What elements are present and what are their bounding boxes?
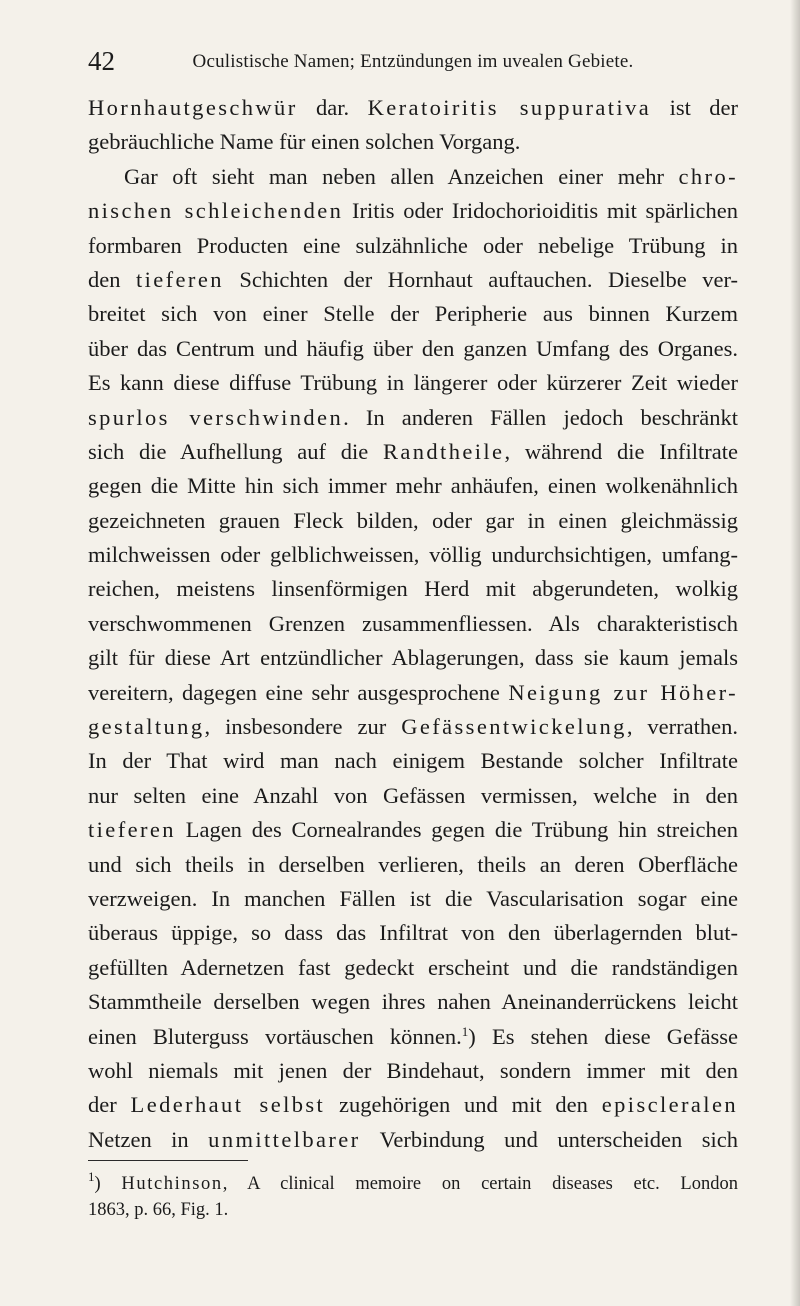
text-line xyxy=(88,1088,738,1122)
spaced-term: spurlos verschwinden xyxy=(88,404,344,430)
text-line: gebräuchliche Name für einen solchen Vorgang. xyxy=(88,129,521,155)
text-run: dar. xyxy=(297,95,368,120)
text-run: , insbesondere zur xyxy=(204,714,402,740)
text-line xyxy=(88,160,738,194)
text-run: zugehörigen und mit den xyxy=(325,1092,602,1118)
page-number: 42 xyxy=(88,46,115,76)
text-line: formbaren Producten eine sulzähnliche oder nebelige Trübung in xyxy=(88,232,738,258)
page-header xyxy=(88,46,738,76)
text-line xyxy=(88,1123,738,1157)
spaced-term: Hornhautgeschwür xyxy=(88,95,298,120)
text-line: gezeichneten grauen Fleck bilden, oder gar in einen gleichmässig xyxy=(88,507,738,533)
text-line: gegen die Mitte hin sich immer mehr anhäufen, einen wolkenähnlich xyxy=(88,473,738,499)
text-line: verschwommenen Grenzen zusammenfliessen. Als charakteristisch xyxy=(88,610,738,636)
footnote-line xyxy=(88,1171,738,1197)
text-run: den xyxy=(88,266,136,292)
text-line: überaus üppige, so dass das Infiltrat von den überlagernden blut- xyxy=(88,920,738,946)
footnote-line: 1863, p. 66, Fig. 1. xyxy=(88,1200,229,1220)
text-line: und sich theils in derselben verlieren, theils an deren Oberfläche xyxy=(88,851,738,877)
text-line xyxy=(88,813,738,847)
text-run: ) Es stehen diese Gefässe xyxy=(468,1023,739,1049)
text-line xyxy=(88,676,738,710)
text-run: . In anderen Fällen jedoch beschränkt xyxy=(343,404,739,430)
spaced-term: Randtheile xyxy=(382,438,505,464)
text-line xyxy=(88,263,738,297)
text-line: In der That wird man nach einigem Bestande solcher Infiltrate xyxy=(88,748,738,774)
text-line: Es kann diese diffuse Trübung in längerer oder kürzerer Zeit wieder xyxy=(88,370,738,396)
text-line: über das Centrum und häufig über den ganzen Umfang des Organes. xyxy=(88,335,738,361)
text-line xyxy=(88,401,738,435)
spaced-term: Lederhaut selbst xyxy=(130,1092,326,1118)
text-run: vereitern, dagegen eine sehr ausgesprochene xyxy=(88,679,509,705)
spaced-term: chro- xyxy=(678,163,738,189)
spaced-term: nischen schleichenden xyxy=(88,198,344,224)
spaced-term: Neigung zur Höher- xyxy=(508,679,738,705)
footnote xyxy=(88,1171,738,1223)
footnote-reference[interactable]: 1 xyxy=(461,1023,469,1039)
text-line: Stammtheile derselben wegen ihres nahen Aneinanderrückens leicht xyxy=(88,989,738,1015)
page-edge-shadow xyxy=(790,0,800,1306)
text-line: gilt für diese Art entzündlicher Ablagerungen, dass sie kaum jemals xyxy=(88,645,738,671)
text-line xyxy=(88,91,738,125)
footnote-marker: 1 xyxy=(88,1169,95,1184)
text-line xyxy=(88,194,738,228)
text-line xyxy=(88,710,738,744)
text-run: der xyxy=(88,1092,131,1118)
text-line: wohl niemals mit jenen der Bindehaut, sondern immer mit den xyxy=(88,1057,738,1083)
author-name: Hutchinson xyxy=(121,1174,223,1194)
spaced-term: Gefässentwickelung xyxy=(401,714,627,740)
footnote-divider xyxy=(88,1160,248,1161)
text-run: ist der xyxy=(651,95,739,120)
text-run: , A clinical memoire on certain diseases etc. London xyxy=(222,1174,738,1194)
text-line xyxy=(88,435,738,469)
text-run: sich die Aufhellung auf die xyxy=(88,438,383,464)
text-run: Netzen in xyxy=(88,1126,209,1152)
spaced-term: tieferen xyxy=(135,266,224,292)
text-line xyxy=(88,1020,738,1054)
text-line: verzweigen. In manchen Fällen ist die Vascularisation sogar eine xyxy=(88,885,738,911)
text-run: , während die Infiltrate xyxy=(504,438,738,464)
text-run: einen Bluterguss vortäuschen können. xyxy=(88,1023,462,1049)
text-run: , verrathen. xyxy=(626,714,738,740)
text-line: breitet sich von einer Stelle der Peripherie aus binnen Kurzem xyxy=(88,301,738,327)
spaced-term: gestaltung xyxy=(88,714,205,740)
text-line: gefüllten Adernetzen fast gedeckt erscheint und die randständigen xyxy=(88,954,738,980)
text-run: Lagen des Cornealrandes gegen die Trübung hin streichen xyxy=(175,817,738,843)
spaced-term: tieferen xyxy=(88,817,176,843)
spaced-term: episcleralen xyxy=(601,1092,738,1118)
text-run: Schichten der Hornhaut auftauchen. Dieselbe ver- xyxy=(223,266,738,292)
text-run: Iritis oder Iridochorioiditis mit spärlichen xyxy=(343,198,738,224)
running-title: Oculistische Namen; Entzündungen im uvealen Gebiete. xyxy=(192,51,634,72)
text-run: Verbindung und unterscheiden sich xyxy=(360,1126,738,1152)
text-line: milchweissen oder gelblichweissen, völlig undurchsichtigen, umfang- xyxy=(88,542,738,568)
text-run: ) xyxy=(94,1174,122,1194)
spaced-term: Keratoiritis suppurativa xyxy=(367,95,652,120)
text-line: reichen, meistens linsenförmigen Herd mit abgerundeten, wolkig xyxy=(88,576,738,602)
body-text xyxy=(88,91,738,1157)
text-run: Gar oft sieht man neben allen Anzeichen einer mehr xyxy=(124,163,679,189)
spaced-term: unmittelbarer xyxy=(208,1126,361,1152)
text-line: nur selten eine Anzahl von Gefässen vermissen, welche in den xyxy=(88,782,738,808)
